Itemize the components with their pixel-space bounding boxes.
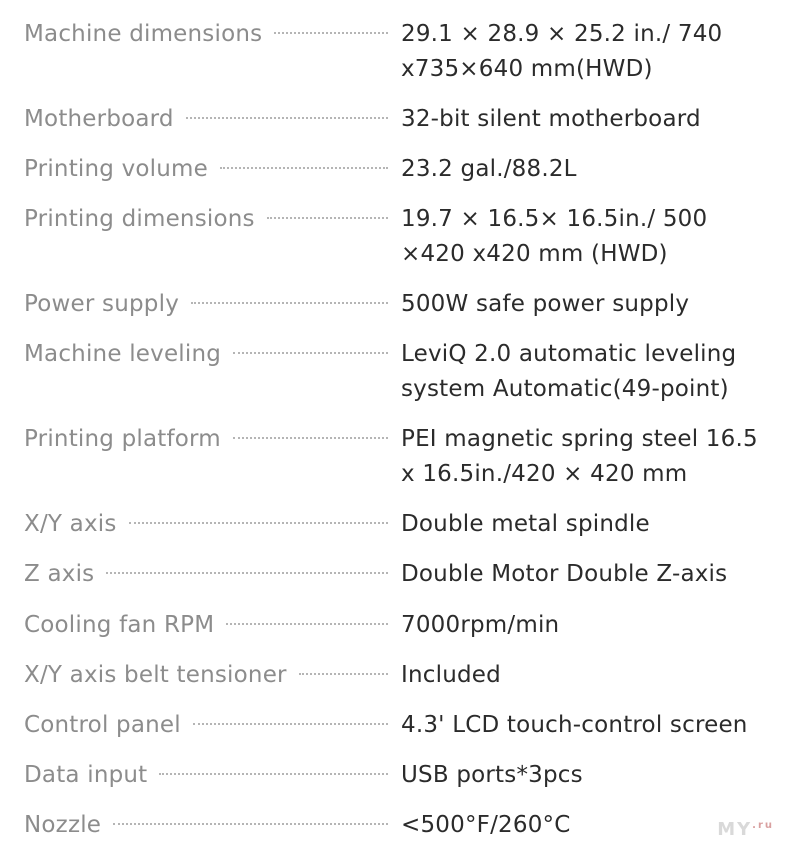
- spec-label: X/Y axis: [24, 511, 117, 537]
- dotted-leader: [267, 217, 388, 219]
- spec-label: Z axis: [24, 561, 95, 587]
- spec-value: Double Motor Double Z-axis: [401, 561, 728, 587]
- dotted-leader: [106, 572, 388, 574]
- spec-value: <500°F/260°C: [401, 812, 571, 838]
- spec-label: X/Y axis belt tensioner: [24, 662, 287, 688]
- dotted-leader: [233, 352, 388, 354]
- spec-row-printing-dimensions: [0, 202, 773, 272]
- spec-value: 29.1 × 28.9 × 25.2 in./ 740 x735×640 mm(HWD): [401, 21, 723, 82]
- spec-row-cooling-fan-rpm: [0, 608, 773, 643]
- spec-value: 19.7 × 16.5× 16.5in./ 500 ×420 x420 mm (HWD): [401, 206, 708, 267]
- spec-row-control-panel: [0, 708, 773, 743]
- watermark: [717, 819, 774, 840]
- spec-value: USB ports*3pcs: [401, 762, 583, 788]
- spec-label: Control panel: [24, 712, 181, 738]
- spec-value: 32-bit silent motherboard: [401, 106, 701, 132]
- dotted-leader: [129, 522, 388, 524]
- spec-value: 7000rpm/min: [401, 612, 560, 638]
- spec-row-motherboard: [0, 102, 773, 137]
- dotted-leader: [220, 167, 388, 169]
- dotted-leader: [186, 117, 388, 119]
- spec-value: PEI magnetic spring steel 16.5 x 16.5in./420 × 420 mm: [401, 426, 758, 487]
- dotted-leader: [299, 673, 388, 675]
- spec-row-xy-axis: [0, 507, 773, 542]
- spec-label: Printing dimensions: [24, 206, 255, 232]
- spec-row-printing-volume: [0, 152, 773, 187]
- spec-label: Machine dimensions: [24, 21, 263, 47]
- spec-row-z-axis: [0, 557, 773, 592]
- spec-row-machine-leveling: [0, 337, 773, 407]
- dotted-leader: [274, 32, 388, 34]
- spec-value: Double metal spindle: [401, 511, 650, 537]
- dotted-leader: [193, 723, 388, 725]
- spec-label: Machine leveling: [24, 341, 222, 367]
- watermark-suffix: .ru: [752, 820, 774, 831]
- spec-row-belt-tensioner: [0, 658, 773, 693]
- spec-value: Included: [401, 662, 501, 688]
- spec-row-power-supply: [0, 287, 773, 322]
- spec-row-nozzle: [0, 808, 773, 843]
- spec-row-machine-dimensions: [0, 17, 773, 87]
- spec-label: Printing platform: [24, 426, 221, 452]
- spec-value: 500W safe power supply: [401, 291, 690, 317]
- dotted-leader: [233, 437, 388, 439]
- spec-value: 23.2 gal./88.2L: [401, 156, 577, 182]
- spec-row-data-input: [0, 758, 773, 793]
- spec-label: Printing volume: [24, 156, 208, 182]
- spec-row-printing-platform: [0, 422, 773, 492]
- dotted-leader: [113, 823, 388, 825]
- spec-label: Cooling fan RPM: [24, 612, 215, 638]
- spec-label: Power supply: [24, 291, 180, 317]
- spec-label: Data input: [24, 762, 148, 788]
- dotted-leader: [226, 623, 388, 625]
- spec-label: Motherboard: [24, 106, 174, 132]
- spec-value: 4.3' LCD touch-control screen: [401, 712, 748, 738]
- spec-label: Nozzle: [24, 812, 102, 838]
- dotted-leader: [191, 302, 388, 304]
- watermark-text: MY: [717, 819, 753, 840]
- spec-value: LeviQ 2.0 automatic leveling system Automatic(49-point): [401, 341, 737, 402]
- dotted-leader: [159, 773, 388, 775]
